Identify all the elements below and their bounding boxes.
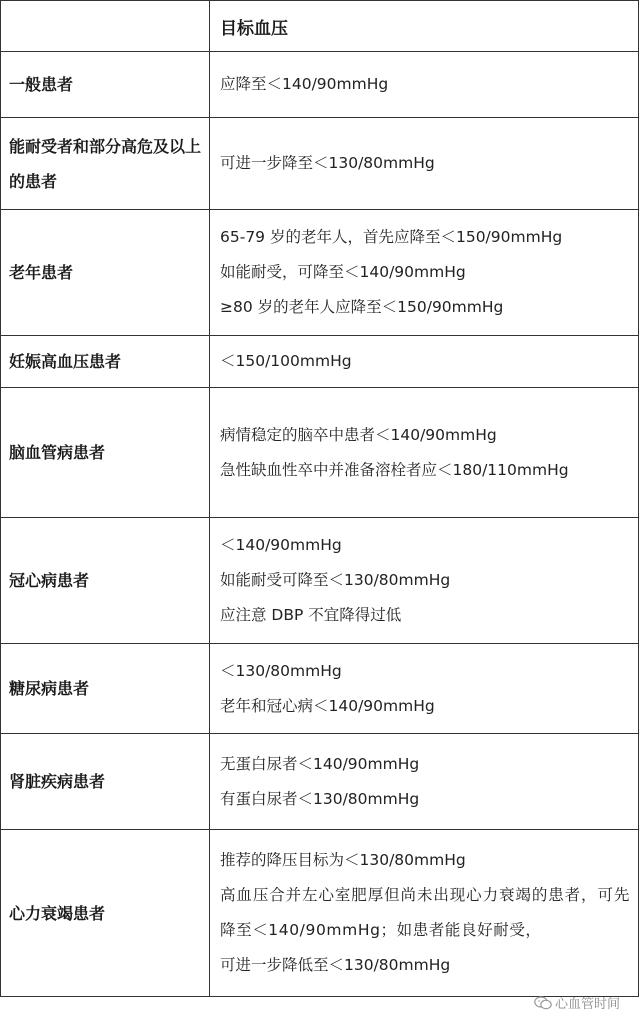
patient-type-cell: 脑血管病患者 (1, 388, 210, 518)
target-line: ＜150/100mmHg (220, 352, 352, 370)
patient-type-cell: 糖尿病患者 (1, 644, 210, 734)
target-line: 无蛋白尿者＜140/90mmHg (220, 754, 420, 773)
patient-type-cell: 老年患者 (1, 210, 210, 336)
table-row (1, 830, 639, 997)
header-patient-cell (1, 1, 210, 52)
target-line: 可进一步降至＜130/80mmHg (220, 154, 435, 172)
target-line: ≥80 岁的老年人应降至＜150/90mmHg (220, 298, 504, 316)
table-header-row (1, 1, 639, 52)
target-bp-cell (210, 734, 639, 830)
target-line: 急性缺血性卒中并准备溶栓者应＜180/110mmHg (220, 460, 569, 479)
table-row (1, 518, 639, 644)
target-bp-cell (210, 830, 639, 997)
patient-type-cell: 能耐受者和部分高危及以上的患者 (1, 118, 210, 210)
target-line: 病情稳定的脑卒中患者＜140/90mmHg (220, 425, 497, 444)
target-line: 老年和冠心病＜140/90mmHg (220, 696, 435, 715)
header-target-cell: 目标血压 (210, 1, 639, 52)
watermark (534, 993, 620, 1012)
table-row (1, 734, 639, 830)
target-bp-cell (210, 118, 639, 210)
target-line: 高血压合并左心室肥厚但尚未出现心力衰竭的患者，可先降至＜140/90mmHg；如患者能良好耐受， (220, 886, 630, 939)
table-row (1, 210, 639, 336)
target-line: 有蛋白尿者＜130/80mmHg (220, 789, 420, 808)
target-bp-cell (210, 210, 639, 336)
patient-type-cell: 一般患者 (1, 52, 210, 118)
target-line: 65-79 岁的老年人，首先应降至＜150/90mmHg (220, 228, 563, 246)
target-line: 可进一步降低至＜130/80mmHg (220, 956, 451, 974)
target-bp-cell (210, 644, 639, 734)
watermark-text: 心血管时间 (554, 997, 620, 1012)
table-row (1, 336, 639, 388)
target-bp-cell (210, 388, 639, 518)
patient-type-cell: 冠心病患者 (1, 518, 210, 644)
patient-type-cell: 心力衰竭患者 (1, 830, 210, 997)
target-bp-cell (210, 52, 639, 118)
target-line: ＜140/90mmHg (220, 536, 342, 554)
target-bp-cell (210, 518, 639, 644)
patient-type-cell: 肾脏疾病患者 (1, 734, 210, 830)
wechat-icon (534, 996, 552, 1010)
target-line: ＜130/80mmHg (220, 661, 342, 680)
table-row (1, 118, 639, 210)
target-bp-cell (210, 336, 639, 388)
table-row (1, 644, 639, 734)
target-line: 应注意 DBP 不宜降得过低 (220, 606, 402, 624)
target-line: 如能耐受，可降至＜140/90mmHg (220, 263, 466, 281)
table-row (1, 388, 639, 518)
table-row (1, 52, 639, 118)
target-line: 推荐的降压目标为＜130/80mmHg (220, 851, 466, 869)
target-line: 应降至＜140/90mmHg (220, 75, 389, 93)
patient-type-cell: 妊娠高血压患者 (1, 336, 210, 388)
target-line: 如能耐受可降至＜130/80mmHg (220, 571, 451, 589)
